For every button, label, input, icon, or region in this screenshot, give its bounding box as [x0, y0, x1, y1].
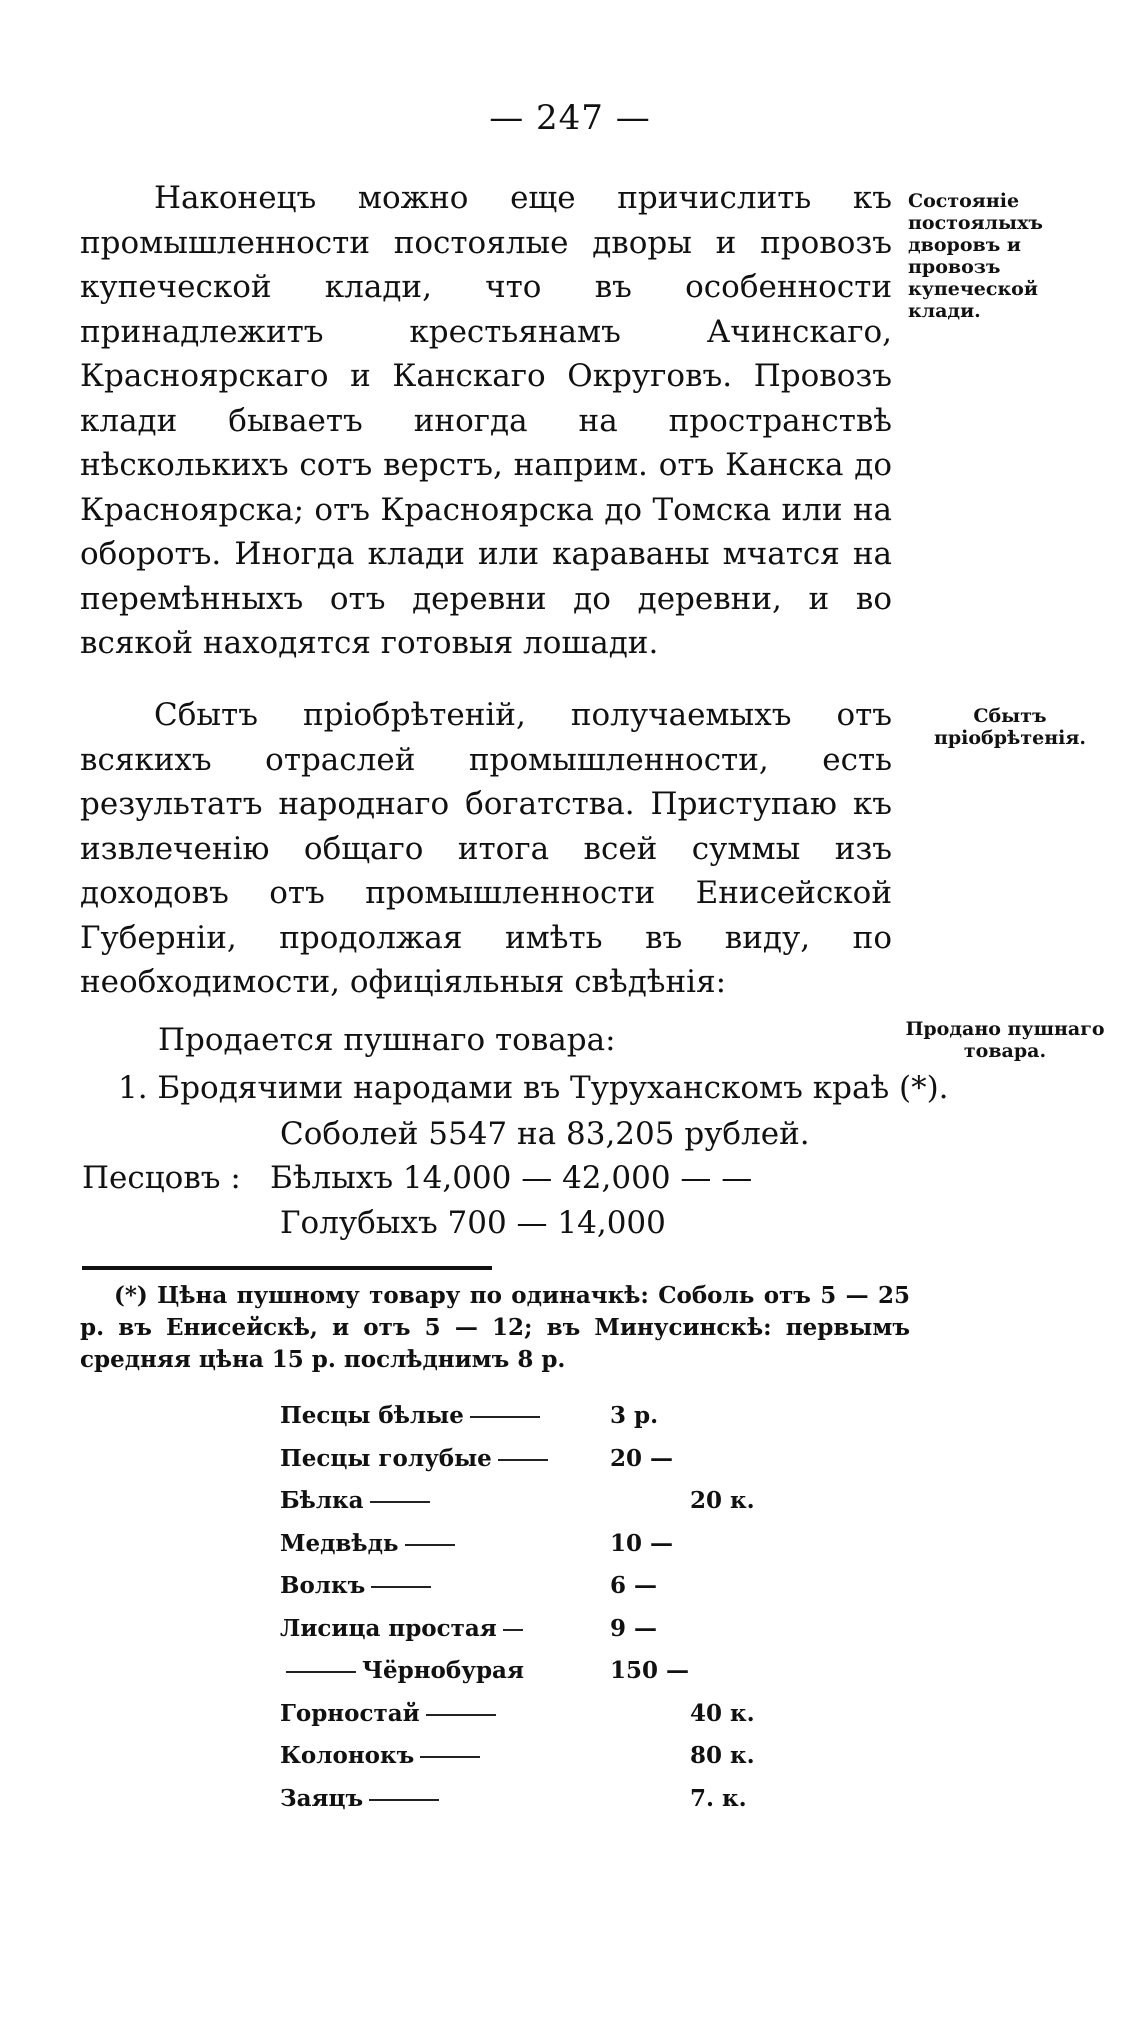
price-item-name: [280, 1700, 502, 1727]
leader-dash: [369, 1799, 439, 1801]
price-item-label: Лисица простая: [280, 1614, 497, 1642]
paragraph-1: [80, 176, 892, 666]
footnote-text: (*) Цѣна пушному товару по одиначкѣ: Соболь отъ 5 — 25 р. въ Енисейскѣ, и отъ 5 — 12; въ Минусинскѣ: первымъ средняя цѣна 15 р. послѣднимъ 8 р.: [80, 1282, 910, 1373]
price-item-name: [280, 1785, 445, 1812]
price-row: [280, 1445, 800, 1477]
price-row: [280, 1615, 800, 1647]
footnote-rule: [82, 1266, 492, 1270]
leader-dash: [286, 1671, 356, 1673]
arctic-fox-blue: Голубыхъ 700 — 14,000: [280, 1205, 666, 1241]
page-number: — 247 —: [489, 98, 651, 138]
price-item-value: 20 —: [610, 1444, 674, 1472]
arctic-fox-label: Песцовъ :: [82, 1160, 241, 1196]
price-item-name: [280, 1530, 461, 1557]
leader-dash: [470, 1416, 540, 1418]
price-item-label: Колонокъ: [280, 1742, 415, 1769]
price-row: [280, 1700, 800, 1732]
price-row: [280, 1785, 800, 1817]
paragraph-2: [80, 693, 892, 1005]
price-item-label: Песцы голубые: [280, 1444, 492, 1472]
price-row: [280, 1572, 800, 1604]
price-item-name: [280, 1742, 486, 1769]
price-item-label: Горностай: [280, 1699, 420, 1727]
price-item-name: [280, 1487, 436, 1514]
price-item-name: [280, 1572, 437, 1599]
margin-note-inns: Состояніе постоялыхъ дворовъ и провозъ купеческой клади.: [908, 190, 1043, 322]
price-item-name: [280, 1615, 529, 1642]
leader-dash: [405, 1544, 455, 1546]
price-row: [280, 1657, 800, 1689]
price-item-label: Волкъ: [280, 1572, 366, 1599]
price-item-label: Чёрнобурая: [362, 1657, 524, 1684]
price-item-label: Песцы бѣлые: [280, 1402, 464, 1429]
sable-line: Соболей 5547 на 83,205 рублей.: [280, 1116, 810, 1152]
price-item-value: 40 к.: [690, 1699, 755, 1727]
price-item-value: 9 —: [610, 1614, 658, 1642]
item-1-nomads: 1. Бродячими народами въ Туруханскомъ краѣ (*).: [118, 1070, 949, 1106]
leader-dash: [503, 1629, 523, 1631]
leader-dash: [426, 1714, 496, 1716]
price-item-value: 10 —: [610, 1529, 674, 1557]
price-row: [280, 1487, 800, 1519]
price-item-value: 7. к.: [690, 1784, 747, 1812]
margin-note-sales: Сбытъ пріобрѣтенія.: [933, 705, 1087, 749]
price-item-value: 20 к.: [690, 1487, 755, 1514]
sold-furs-line: Продается пушнаго товара:: [158, 1022, 616, 1058]
paragraph-2-text: Сбытъ пріобрѣтеній, получаемыхъ отъ всякихъ отраслей промышленности, есть результатъ народнаго богатства. Приступаю къ извлеченію общаго итога всей суммы изъ доходовъ отъ промышленности Енисейской Губерніи, продолжая имѣть въ виду, по необходимости, офиціяльныя свѣдѣнія:: [80, 697, 892, 1000]
price-item-label: Медвѣдь: [280, 1529, 399, 1557]
leader-dash: [498, 1459, 548, 1461]
paragraph-1-text: Наконецъ можно еще причислить къ промышленности постоялые дворы и провозъ купеческой клади, что въ особенности принадлежитъ крестьянамъ Ачинскаго, Красноярскаго и Канскаго Округовъ. Провозъ клади бываетъ иногда на пространствѣ нѣсколькихъ сотъ верстъ, наприм. отъ Канска до Красноярска; отъ Красноярска до Томска или на оборотъ. Иногда клади или караваны мчатся на перемѣнныхъ отъ деревни до деревни, и во всякой находятся готовыя лошади.: [80, 180, 892, 661]
price-item-name: [280, 1657, 524, 1684]
arctic-fox-white: Бѣлыхъ 14,000 — 42,000 — —: [270, 1160, 753, 1196]
price-row: [280, 1530, 800, 1562]
price-item-value: 80 к.: [690, 1742, 755, 1769]
leader-dash: [420, 1756, 480, 1758]
leader-dash: [370, 1501, 430, 1503]
price-row: [280, 1742, 800, 1774]
footnote: [80, 1280, 910, 1376]
price-item-label: Заяцъ: [280, 1784, 364, 1812]
price-item-name: [280, 1402, 546, 1429]
margin-note-furs-sold: Продано пушнаго товара.: [905, 1018, 1105, 1062]
price-item-value: 6 —: [610, 1572, 658, 1599]
price-item-label: Бѣлка: [280, 1487, 364, 1514]
price-item-value: 3 р.: [610, 1402, 659, 1429]
price-row: [280, 1402, 800, 1434]
leader-dash: [371, 1586, 431, 1588]
price-item-value: 150 —: [610, 1657, 690, 1684]
price-item-name: [280, 1445, 554, 1472]
